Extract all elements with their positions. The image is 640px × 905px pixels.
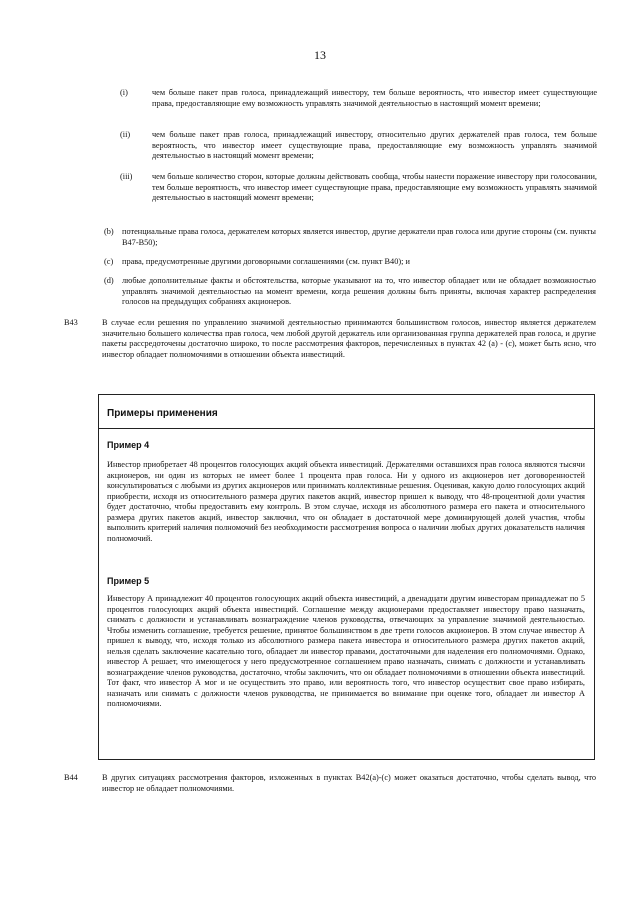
examples-heading: Примеры применения [107,408,218,419]
list-marker-d: (d) [104,276,114,285]
list-item-ii: чем больше пакет прав голоса, принадлежащий инвестору, относительно других держателей прав голоса, тем больше вероятность, что инвестор имеет существующие права, предоставляющие ему возможность управлять значимой деятельностью в настоящий момент времени; [152,130,597,160]
paragraph-number-b43: B43 [64,318,78,327]
list-marker-i: (i) [120,88,128,97]
paragraph-b44: В других ситуациях рассмотрения факторов, изложенных в пунктах B42(a)-(c) может оказаться достаточно, чтобы сделать вывод, что инвестор не обладает полномочиями. [102,773,596,793]
example-5-title: Пример 5 [107,576,150,586]
example-4-title: Пример 4 [107,440,150,450]
example-5-text: Инвестору А принадлежит 40 процентов голосующих акций объекта инвестиций, а двенадцати другим инвесторам принадлежат по 5 процентов голосующих акций объекта инвестиций. Соглашение между акционерами предоставляет инвестору право назначать, снимать с должности и устанавливать вознаграждение членов руководства, отвечающих за управление значимой деятельностью. Чтобы изменить соглашение, требуется решение, принятое большинством в две трети голосов акционеров. В этом случае инвестор А пришел к выводу, что, исходя только из абсолютного размера пакета инвестора и относительного размера других пакетов акций, нельзя сделать заключение касательно того, обладает ли инвестор правами, достаточными для наделения его полномочиями. Однако, инвестор А решает, что имеющегося у него предусмотренное соглашением право назначать, снимать с должности и устанавливать вознаграждение членов руководства, достаточно, чтобы заключить, что он обладает полномочиями в отношении объекта инвестиций. Тот факт, что инвестор А мог и не осуществить это право, или вероятность того, что инвестор осуществит свое право избирать, назначать или снимать с должности членов руководства, не принимается во внимание при оценке того, обладает ли инвестор А полномочиями. [107,594,585,708]
list-item-i: чем больше пакет прав голоса, принадлежащий инвестору, тем больше вероятность, что инвестор имеет существующие права, предоставляющие ему возможность управлять значимой деятельностью в настоящий момент времени; [152,88,597,108]
list-marker-iii: (iii) [120,172,133,181]
list-marker-c: (c) [104,257,114,266]
examples-divider [99,428,594,429]
example-4-text: Инвестор приобретает 48 процентов голосующих акций объекта инвестиций. Держателями оставшихся прав голоса являются тысячи акционеров, ни один из которых не имеет более 1 процента прав голоса. Ни у одного из акционеров нет договоренностей консультироваться с любыми из других акционеров или принимать коллективные решения. Оценивая, какую долю голосующих акций приобрести, исходя из относительного размера других пакетов акций, инвестор пришел к выводу, что 48-процентной доли участия будет достаточно, чтобы предоставить ему контроль. В этом случае, исходя из абсолютного размера его пакета и относительного размера других пакетов акций, инвестор заключил, что он обладает в достаточной мере доминирующей долей участия, чтобы выполнить критерий наличия полномочий без необходимости рассмотрения вопроса о наличии любых других доказательств наличия полномочий. [107,460,585,543]
paragraph-number-b44: B44 [64,773,78,782]
list-marker-b: (b) [104,227,114,236]
paragraph-b43: В случае если решения по управлению значимой деятельностью принимаются большинством голосов, инвестор является держателем значительно большего количества прав голоса, чем любой другой держатель или организованная группа держателей прав голоса, и другие пакеты рассредоточены достаточно широко, то после рассмотрения факторов, перечисленных в пунктах 42 (a) - (c), может быть ясно, что инвестор обладает полномочиями в отношении объекта инвестиций. [102,318,596,359]
list-item-d: любые дополнительные факты и обстоятельства, которые указывают на то, что инвестор обладает или не обладает возможностью управлять значимой деятельностью на момент времени, когда решения должны быть приняты, включая характер распределения голосов на предыдущих собраниях акционеров. [122,276,596,306]
list-marker-ii: (ii) [120,130,131,139]
list-item-iii: чем больше количество сторон, которые должны действовать сообща, чтобы нанести поражение инвестору при голосовании, тем больше вероятность, что инвестор имеет существующие права, предоставляющие ему возможность управлять значимой деятельностью в настоящий момент времени; [152,172,597,202]
list-item-c: права, предусмотренные другими договорными соглашениями (см. пункт B40); и [122,257,410,266]
page-number: 13 [314,48,326,62]
list-item-b: потенциальные права голоса, держателем которых является инвестор, другие держатели прав голоса или другие стороны (см. пункты B47-B50); [122,227,596,247]
